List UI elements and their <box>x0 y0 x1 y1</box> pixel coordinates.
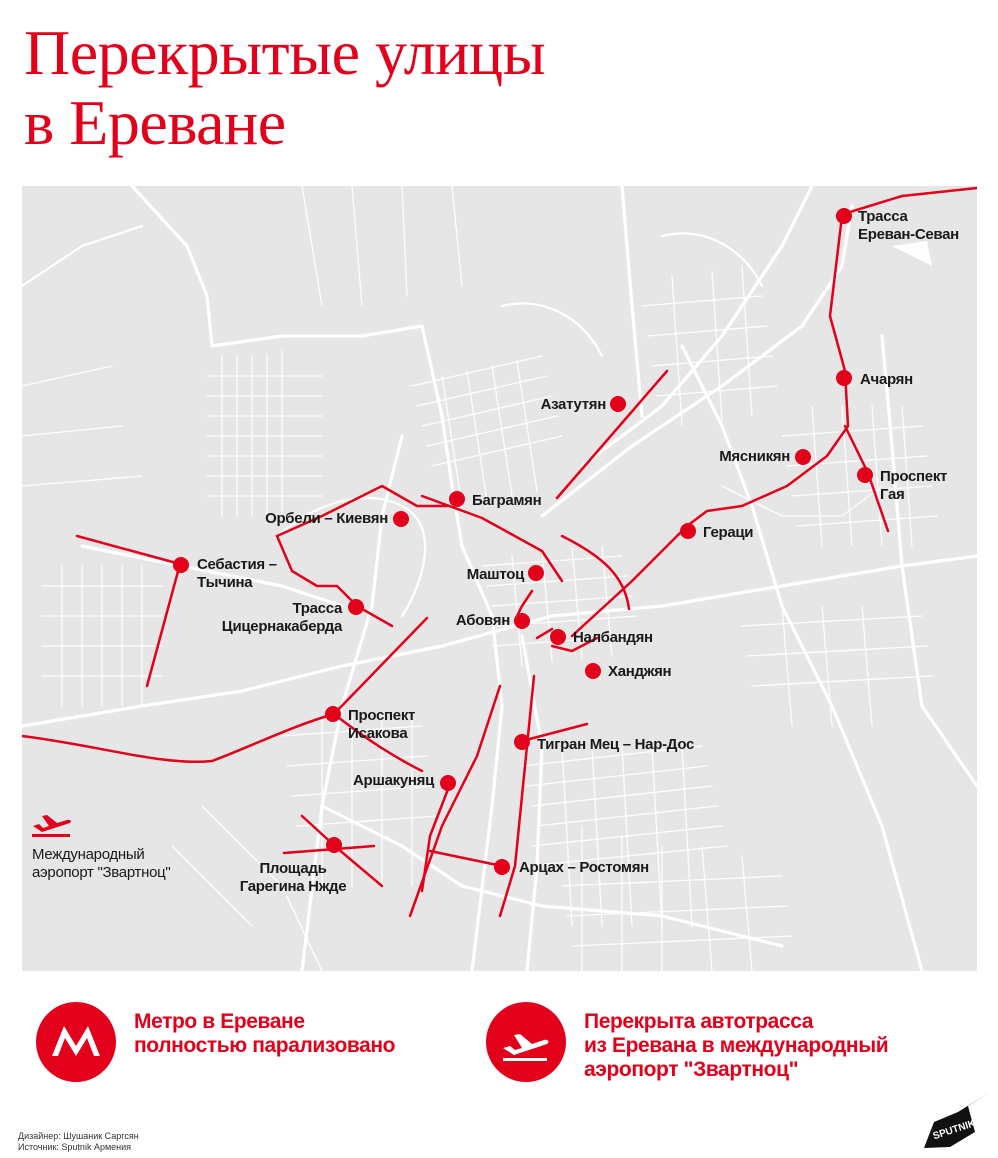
label-orbeli-kievyan: Орбели – Киевян <box>265 510 388 527</box>
label-myasnikyan: Мясникян <box>719 448 790 465</box>
credits-source: Источник: Sputnik Армения <box>18 1142 132 1152</box>
marker-tsitsernakaberd[interactable] <box>348 599 364 615</box>
marker-isakova[interactable] <box>325 706 341 722</box>
legend-airport <box>486 1002 888 1082</box>
airplane-takeoff-icon <box>486 1002 566 1082</box>
label-isakova: Проспект Исакова <box>348 707 416 742</box>
marker-azatutyan[interactable] <box>610 396 626 412</box>
page-title <box>24 18 545 158</box>
marker-geratsi[interactable] <box>680 523 696 539</box>
credits <box>18 1131 139 1153</box>
label-sebastia: Себастия – Тычина <box>197 556 277 591</box>
label-mashtots: Маштоц <box>466 566 524 583</box>
marker-artsakh[interactable] <box>494 859 510 875</box>
metro-icon <box>36 1002 116 1082</box>
label-gaya: Проспект Гая <box>880 468 948 503</box>
marker-mashtots[interactable] <box>528 565 544 581</box>
legend-metro-text: Метро в Ереване полностью парализовано <box>134 1010 396 1057</box>
label-geratsi: Гераци <box>703 524 754 541</box>
marker-acharyan[interactable] <box>836 370 852 386</box>
label-abovyan: Абовян <box>455 612 510 629</box>
sputnik-logo-text: SPUTNIK <box>931 1118 977 1143</box>
marker-sebastia[interactable] <box>173 557 189 573</box>
legend-airport-text: Перекрыта автотрасса из Еревана в международный аэропорт "Звартноц" <box>584 1010 889 1081</box>
title-line-2: в Ереване <box>24 87 286 158</box>
marker-abovyan[interactable] <box>514 613 530 629</box>
label-nalbandyan: Налбандян <box>573 629 653 646</box>
marker-baghramyan[interactable] <box>449 491 465 507</box>
city-map <box>22 186 977 971</box>
marker-garegin-nzhde[interactable] <box>326 837 342 853</box>
marker-orbeli-kievyan[interactable] <box>393 511 409 527</box>
marker-arshakunyats[interactable] <box>440 775 456 791</box>
airport-label: Международный аэропорт "Звартноц" <box>32 846 171 881</box>
title-line-1: Перекрытые улицы <box>24 17 546 88</box>
sputnik-logo-icon <box>920 1092 990 1152</box>
airplane-takeoff-icon <box>30 806 74 838</box>
marker-khanjyan[interactable] <box>585 663 601 679</box>
label-acharyan: Ачарян <box>860 371 913 388</box>
label-artsakh: Арцах – Ростомян <box>519 859 649 876</box>
credits-designer: Дизайнер: Шушаник Саргсян <box>18 1131 139 1141</box>
label-azatutyan: Азатутян <box>540 396 606 413</box>
label-yerevan-sevan: Трасса Ереван-Севан <box>858 208 959 243</box>
legend-metro <box>36 1002 395 1082</box>
label-tsitsernakaberd: Трасса Цицернакаберда <box>221 600 342 635</box>
marker-nalbandyan[interactable] <box>550 629 566 645</box>
label-garegin-nzhde: Площадь Гарегина Нжде <box>239 860 347 895</box>
label-arshakunyats: Аршакуняц <box>352 772 434 789</box>
marker-yerevan-sevan[interactable] <box>836 208 852 224</box>
label-baghramyan: Баграмян <box>472 492 542 509</box>
marker-tigran-mets[interactable] <box>514 734 530 750</box>
label-khanjyan: Ханджян <box>608 663 672 680</box>
label-tigran-mets: Тигран Мец – Нар-Дос <box>537 736 695 753</box>
marker-myasnikyan[interactable] <box>795 449 811 465</box>
closed-streets <box>22 188 977 916</box>
marker-gaya[interactable] <box>857 467 873 483</box>
